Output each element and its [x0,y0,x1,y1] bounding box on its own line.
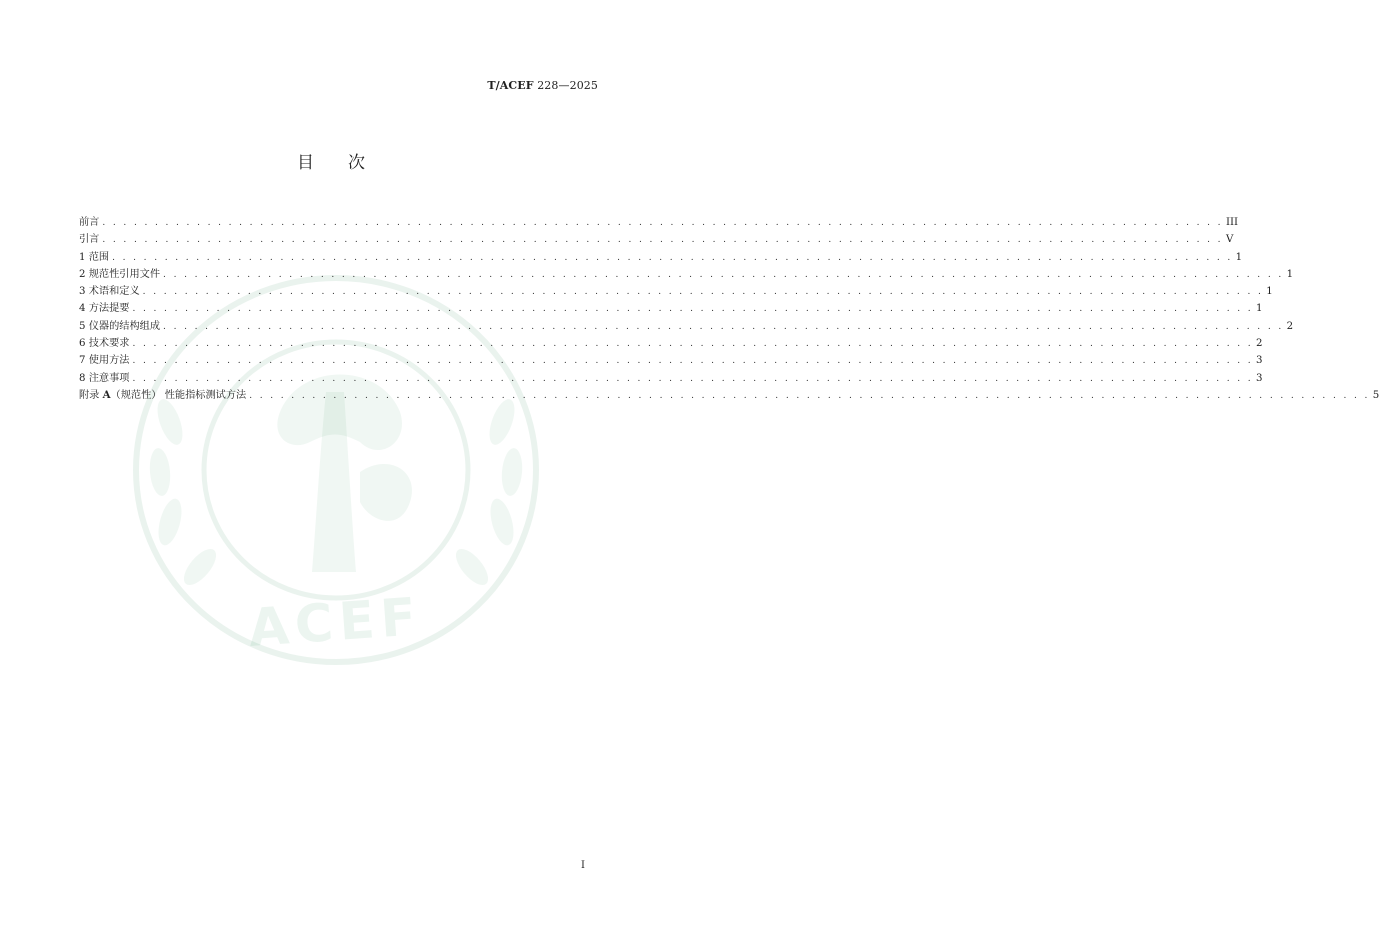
toc-entry-scope[interactable] [79,249,1243,266]
table-of-contents [79,214,1379,404]
toc-entry-foreword[interactable] [79,214,1239,231]
toc-leader-dots: . . . . . . . . . . . . . . . . . . . . . . . . . . . . . . . . . . . . . . . . . . . . . . . . . . . . . . . . . . . . . . . . . . . . . . . . . . . . . . . . . . . . . . . . . . . . . . . . . . . . . . . . . . . [132,373,1254,384]
document-code-number: 228—2025 [533,79,598,92]
toc-entry-appendix-a[interactable] [79,387,1379,404]
toc-entry-page: 1 [1235,251,1243,263]
toc-leader-dots: . . . . . . . . . . . . . . . . . . . . . . . . . . . . . . . . . . . . . . . . . . . . . . . . . . . . . . . . . . . . . . . . . . . . . . . . . . . . . . . . . . . . . . . . . . . . . . . . . . . . . . . . . . . [132,304,1254,315]
toc-entry-introduction[interactable] [79,231,1234,248]
toc-entry-page: V [1225,234,1234,246]
toc-entry-page: III [1225,217,1239,228]
document-code [487,79,598,92]
toc-entry-instrument-structure[interactable] [79,318,1294,335]
toc-leader-dots: . . . . . . . . . . . . . . . . . . . . . . . . . . . . . . . . . . . . . . . . . . . . . . . . . . . . . . . . . . . . . . . . . . . . . . . . . . . . . . . . . . . . . . . . . . . . . . . . . . . . . . . . . . . [163,269,1284,280]
toc-leader-dots: . . . . . . . . . . . . . . . . . . . . . . . . . . . . . . . . . . . . . . . . . . . . . . . . . . . . . . . . . . . . . . . . . . . . . . . . . . . . . . . . . . . . . . . . . . . . . . . . . . . . . . . . . . . [112,252,1233,263]
toc-leader-dots: . . . . . . . . . . . . . . . . . . . . . . . . . . . . . . . . . . . . . . . . . . . . . . . . . . . . . . . . . . . . . . . . . . . . . . . . . . . . . . . . . . . . . . . . . . . . . . . . . . . . . . . . . . . [102,235,1223,246]
page-number: I [581,860,585,871]
toc-entry-page: 1 [1266,286,1273,298]
toc-entry-label: 4 方法提要 [79,303,130,315]
toc-entry-label: 1 范围 [79,251,110,263]
toc-entry-label: 5 仪器的结构组成 [79,320,161,332]
toc-entry-page: 1 [1256,303,1263,315]
toc-entry-label: 3 术语和定义 [79,286,140,298]
toc-entry-label: 6 技术要求 [79,338,130,350]
toc-entry-page: 2 [1286,320,1294,332]
toc-entry-page: 3 [1256,355,1263,367]
toc-entry-label: 7 使用方法 [79,355,130,367]
toc-entry-label: 8 注意事项 [79,372,130,384]
toc-entry-page: 2 [1256,338,1263,350]
watermark-text: ACEF [246,587,424,659]
toc-leader-dots: . . . . . . . . . . . . . . . . . . . . . . . . . . . . . . . . . . . . . . . . . . . . . . . . . . . . . . . . . . . . . . . . . . . . . . . . . . . . . . . . . . . . . . . . . . . . . . . . . . . . . . . . . . . [142,287,1264,298]
toc-leader-dots: . . . . . . . . . . . . . . . . . . . . . . . . . . . . . . . . . . . . . . . . . . . . . . . . . . . . . . . . . . . . . . . . . . . . . . . . . . . . . . . . . . . . . . . . . . . . . . . . . . . . . . . . . . . [132,339,1254,350]
toc-title: 目 次 [297,153,365,173]
toc-entry-method-summary[interactable] [79,300,1263,317]
toc-entry-normative-references[interactable] [79,266,1294,283]
toc-entry-precautions[interactable] [79,370,1263,387]
toc-entry-usage-method[interactable] [79,352,1263,369]
appendix-prefix: 附录 [79,389,103,401]
toc-leader-dots: . . . . . . . . . . . . . . . . . . . . . . . . . . . . . . . . . . . . . . . . . . . . . . . . . . . . . . . . . . . . . . . . . . . . . . . . . . . . . . . . . . . . . . . . . . . . . . . . . . . . . . . . . . . [132,356,1254,367]
toc-entry-page: 3 [1256,372,1263,384]
toc-leader-dots: . . . . . . . . . . . . . . . . . . . . . . . . . . . . . . . . . . . . . . . . . . . . . . . . . . . . . . . . . . . . . . . . . . . . . . . . . . . . . . . . . . . . . . . . . . . . . . . . . . . . . . . . . . . [102,218,1223,228]
toc-entry-page: 1 [1286,268,1294,280]
document-code-prefix: T/ACEF [487,79,534,92]
toc-entry-page: 5 [1372,389,1379,401]
toc-entry-label: 引言 [79,234,100,246]
toc-entry-label: 前言 [79,217,100,228]
appendix-title: （规范性） 性能指标测试方法 [110,389,247,401]
appendix-letter: A [102,388,111,401]
toc-entry-technical-requirements[interactable] [79,335,1263,352]
toc-leader-dots: . . . . . . . . . . . . . . . . . . . . . . . . . . . . . . . . . . . . . . . . . . . . . . . . . . . . . . . . . . . . . . . . . . . . . . . . . . . . . . . . . . . . . . . . . . . . . . . . . . . . . . . . . . . [163,321,1284,332]
toc-entry-label [79,387,246,404]
toc-entry-label: 2 规范性引用文件 [79,268,161,280]
toc-leader-dots: . . . . . . . . . . . . . . . . . . . . . . . . . . . . . . . . . . . . . . . . . . . . . . . . . . . . . . . . . . . . . . . . . . . . . . . . . . . . . . . . . . . . . . . . . . . . . . . . . . . . . . . . . . . [249,390,1370,401]
toc-entry-terms[interactable] [79,283,1273,300]
